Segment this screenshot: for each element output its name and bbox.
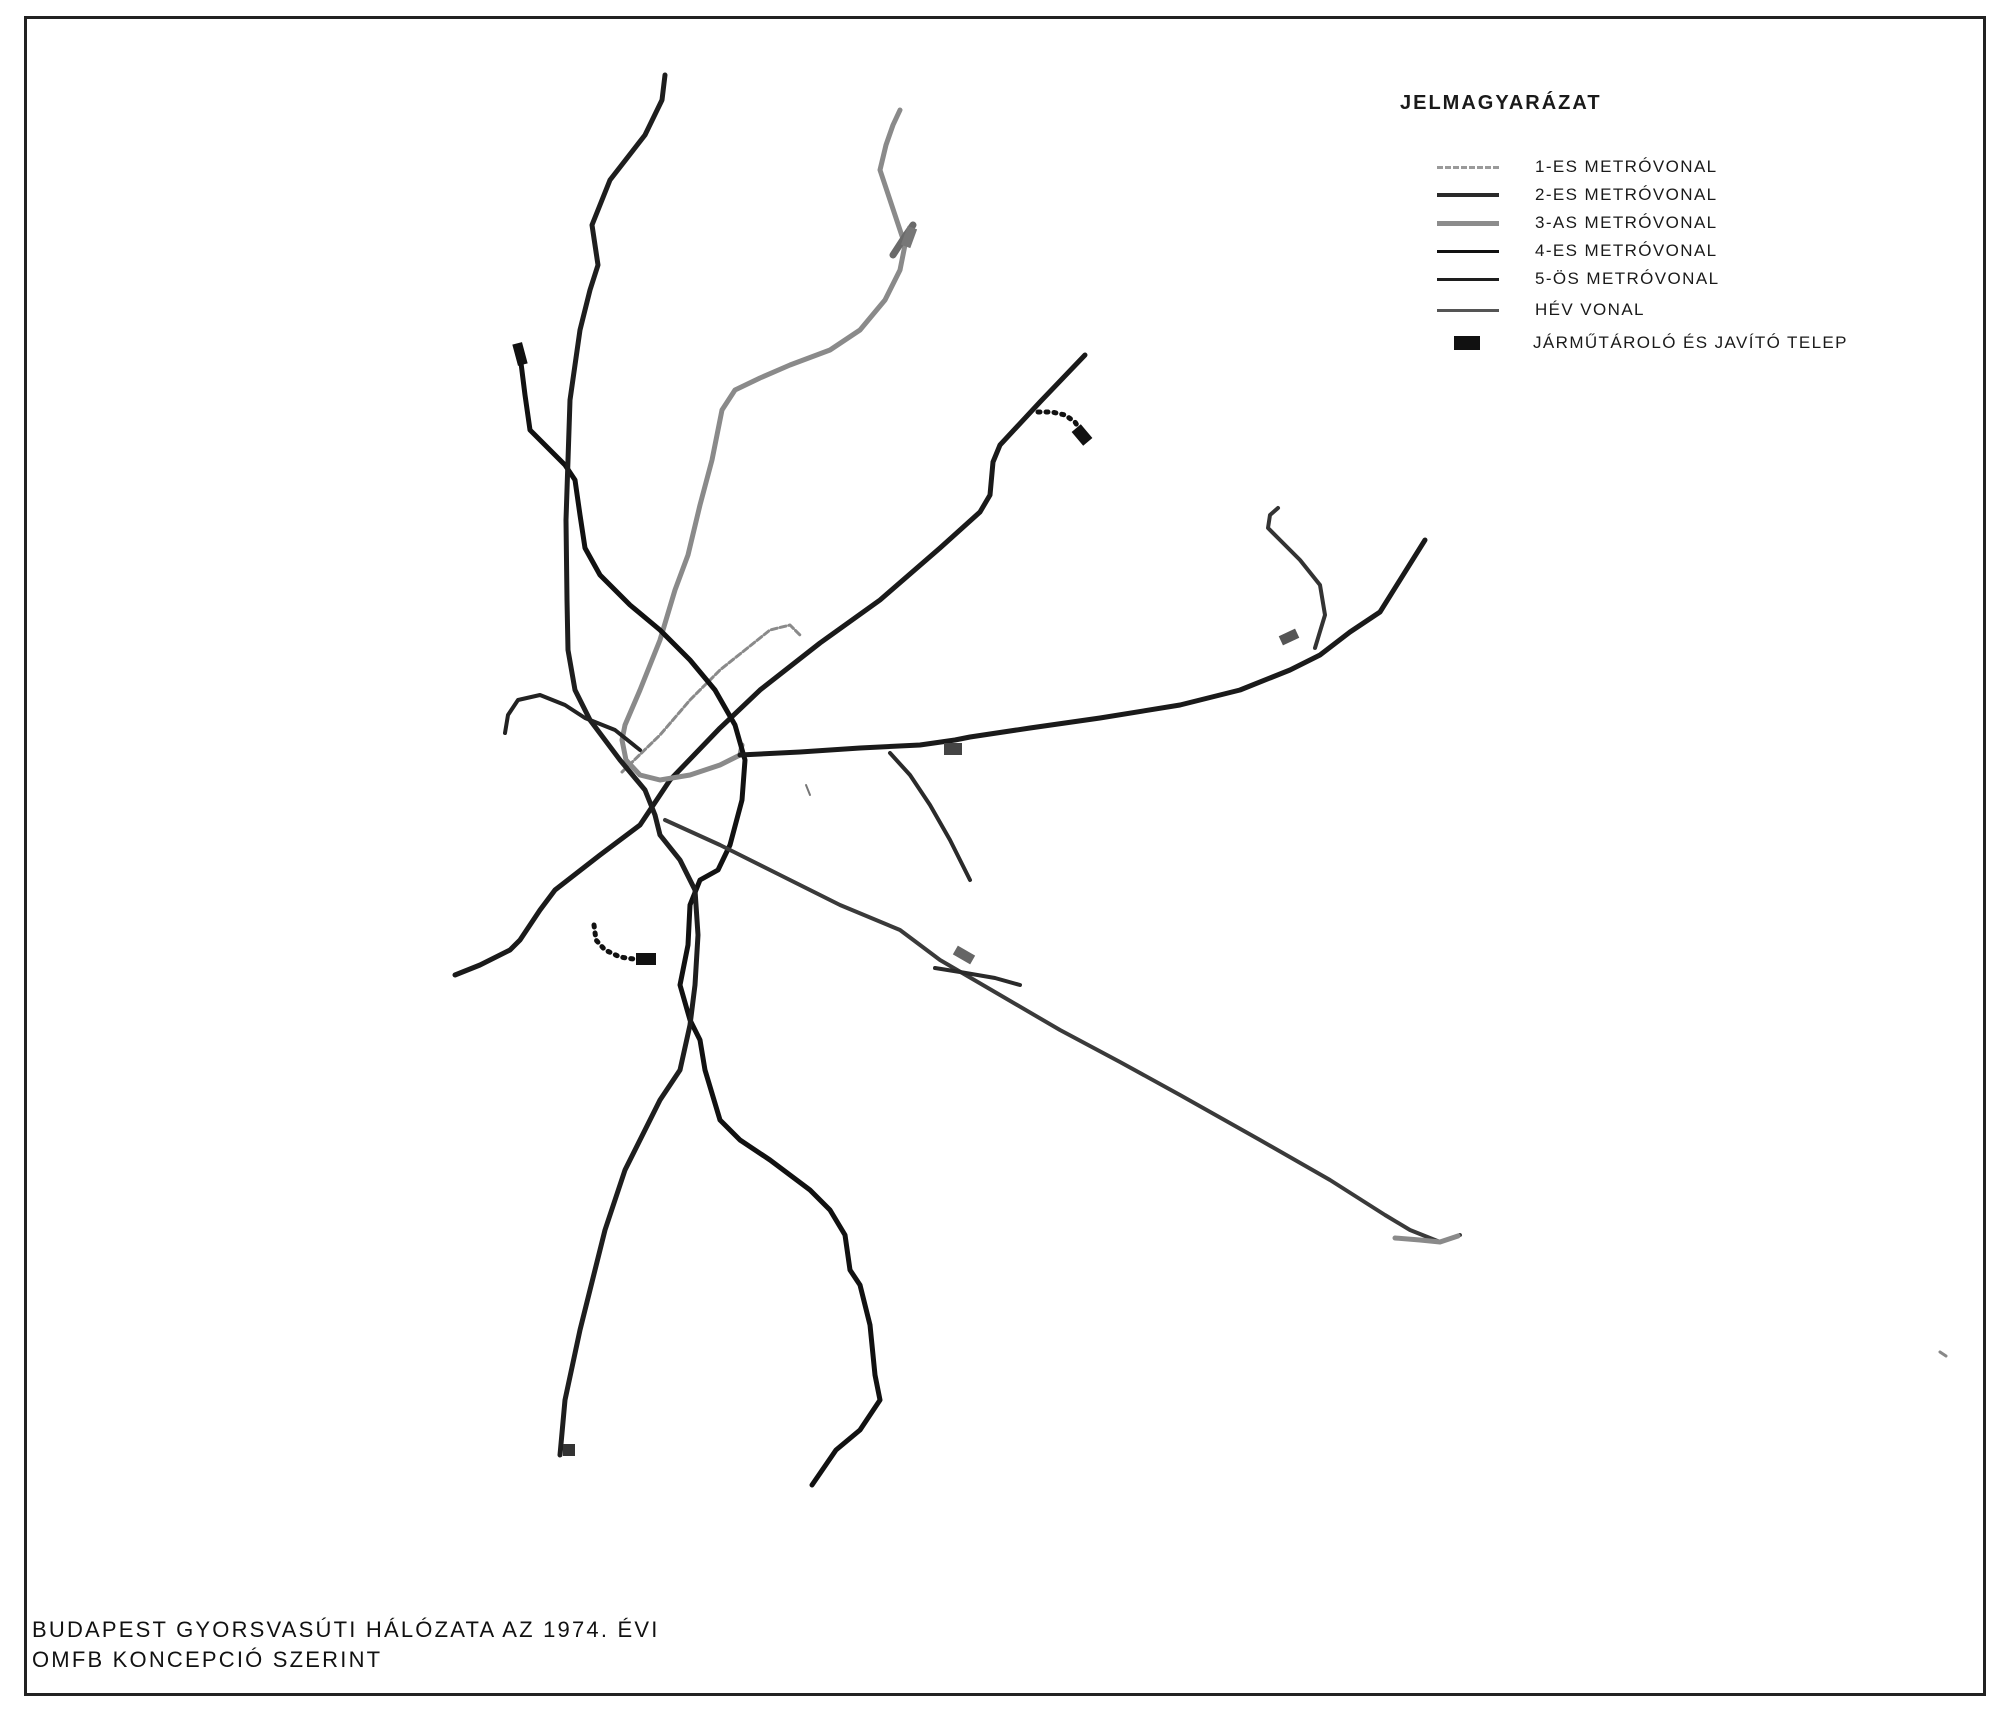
hev-line-southeast [665, 820, 1460, 1242]
depot-northeast [1072, 424, 1093, 446]
caption-line-2: OMFB KONCEPCIÓ SZERINT [32, 1647, 383, 1672]
legend-swatch-line-3 [1437, 221, 1499, 226]
legend-item-depot [1400, 327, 1960, 359]
depot-link-southwest [594, 925, 640, 960]
legend [1400, 92, 1960, 359]
legend-label-line-1: 1-ES METRÓVONAL [1535, 157, 1718, 176]
legend-label-depot: JÁRMŰTÁROLÓ ÉS JAVÍTÓ TELEP [1533, 333, 1848, 352]
legend-swatch-line-5 [1437, 278, 1499, 281]
depot-northwest [512, 342, 527, 366]
legend-label-line-4: 4-ES METRÓVONAL [1535, 241, 1718, 260]
legend-item-line-3 [1400, 209, 1960, 237]
depot-south [563, 1444, 575, 1456]
depot-southeast [953, 946, 975, 965]
stray-mark-2 [1940, 1352, 1946, 1356]
metro-line-east [740, 540, 1425, 755]
metro-line-west-branch [505, 695, 640, 750]
depot-link-northeast [1038, 412, 1080, 430]
map-caption [32, 1615, 660, 1675]
depot-southwest [636, 953, 656, 965]
legend-swatch-depot [1454, 336, 1480, 350]
legend-swatch-line-2 [1437, 193, 1499, 197]
legend-swatch-line-1 [1437, 166, 1499, 169]
east-southern-branch [890, 753, 970, 880]
legend-title: JELMAGYARÁZAT [1400, 92, 1602, 114]
legend-swatch-line-4 [1437, 250, 1499, 253]
legend-item-line-2 [1400, 181, 1960, 209]
metro-line-3 [622, 110, 905, 780]
stray-mark [806, 785, 810, 795]
metro-line-4 [520, 355, 880, 1485]
legend-swatch-hev [1437, 309, 1499, 312]
east-northern-branch [1268, 508, 1325, 648]
legend-label-hev: HÉV VONAL [1535, 300, 1645, 319]
legend-item-line-5 [1400, 265, 1960, 293]
legend-item-hev [1400, 293, 1960, 327]
legend-label-line-3: 3-AS METRÓVONAL [1535, 213, 1718, 232]
legend-label-line-5: 5-ÖS METRÓVONAL [1535, 269, 1720, 288]
metro-line-1 [622, 625, 800, 772]
legend-label-line-2: 2-ES METRÓVONAL [1535, 185, 1718, 204]
legend-item-line-1 [1400, 153, 1960, 181]
depot-east-branch [1279, 629, 1300, 646]
depot-east-mid [944, 743, 962, 755]
caption-line-1: BUDAPEST GYORSVASÚTI HÁLÓZATA AZ 1974. ÉVI [32, 1617, 660, 1642]
legend-item-line-4 [1400, 237, 1960, 265]
